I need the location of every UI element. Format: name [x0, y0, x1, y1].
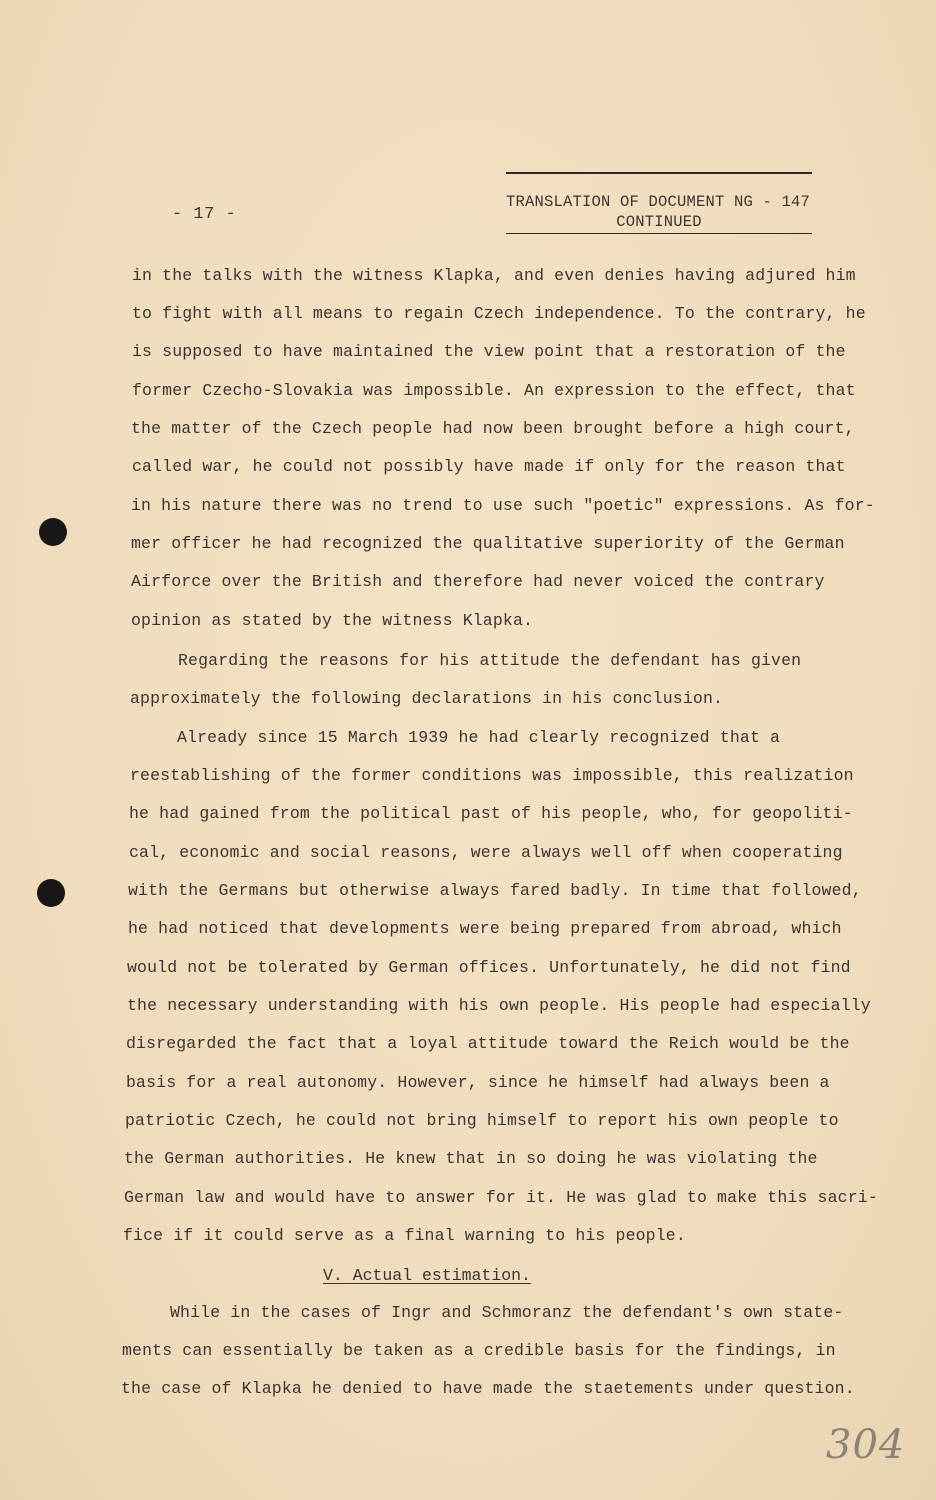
text-line: with the Germans but otherwise always fared badly. In time that followed, [128, 881, 862, 900]
punch-hole-mark [39, 518, 67, 546]
section-heading: V. Actual estimation. [323, 1266, 531, 1285]
document-header [506, 192, 812, 234]
text-line: approximately the following declarations in his conclusion. [130, 689, 724, 708]
text-line: patriotic Czech, he could not bring himself to report his own people to [125, 1111, 839, 1130]
text-line: ments can essentially be taken as a credible basis for the findings, in [122, 1341, 836, 1360]
text-line: the necessary understanding with his own people. His people had especially [127, 996, 871, 1015]
punch-hole-mark [37, 879, 65, 907]
text-line: in the talks with the witness Klapka, and even denies having adjured him [132, 266, 856, 285]
text-line: Regarding the reasons for his attitude the defendant has given [178, 651, 802, 670]
page-number: - 17 - [172, 205, 237, 224]
text-line: Airforce over the British and therefore had never voiced the contrary [131, 572, 825, 591]
text-line: he had gained from the political past of his people, who, for geopoliti- [129, 804, 853, 823]
text-line: reestablishing of the former conditions was impossible, this realization [130, 766, 854, 785]
text-line: basis for a real autonomy. However, since he himself had always been a [126, 1073, 830, 1092]
text-line: cal, economic and social reasons, were always well off when cooperating [129, 843, 843, 862]
text-line: is supposed to have maintained the view point that a restoration of the [132, 342, 846, 361]
text-line: mer officer he had recognized the qualitative superiority of the German [131, 534, 845, 553]
text-line: former Czecho-Slovakia was impossible. An expression to the effect, that [132, 381, 856, 400]
text-line: he had noticed that developments were being prepared from abroad, which [128, 919, 842, 938]
text-line: German law and would have to answer for it. He was glad to make this sacri- [124, 1188, 878, 1207]
text-line: to fight with all means to regain Czech independence. To the contrary, he [132, 304, 866, 323]
text-line: would not be tolerated by German offices. Unfortunately, he did not find [127, 958, 851, 977]
text-line: disregarded the fact that a loyal attitude toward the Reich would be the [126, 1034, 850, 1053]
text-line: the matter of the Czech people had now been brought before a high court, [131, 419, 855, 438]
text-line: the German authorities. He knew that in so doing he was violating the [124, 1149, 818, 1168]
text-line: opinion as stated by the witness Klapka. [131, 611, 534, 630]
text-line: in his nature there was no trend to use such "poetic" expressions. As for- [131, 496, 875, 515]
header-top-rule [506, 172, 812, 174]
document-title: TRANSLATION OF DOCUMENT NG - 147 [506, 193, 811, 211]
handwritten-folio-number: 304 [826, 1422, 906, 1468]
text-line: While in the cases of Ingr and Schmoranz the defendant's own state- [170, 1303, 844, 1322]
text-line: the case of Klapka he denied to have made the staetements under question. [121, 1379, 855, 1398]
text-line: called war, he could not possibly have made if only for the reason that [132, 457, 846, 476]
text-line: Already since 15 March 1939 he had clearly recognized that a [177, 728, 781, 747]
document-continued-label: CONTINUED [506, 212, 812, 234]
text-line: fice if it could serve as a final warning to his people. [123, 1226, 686, 1245]
